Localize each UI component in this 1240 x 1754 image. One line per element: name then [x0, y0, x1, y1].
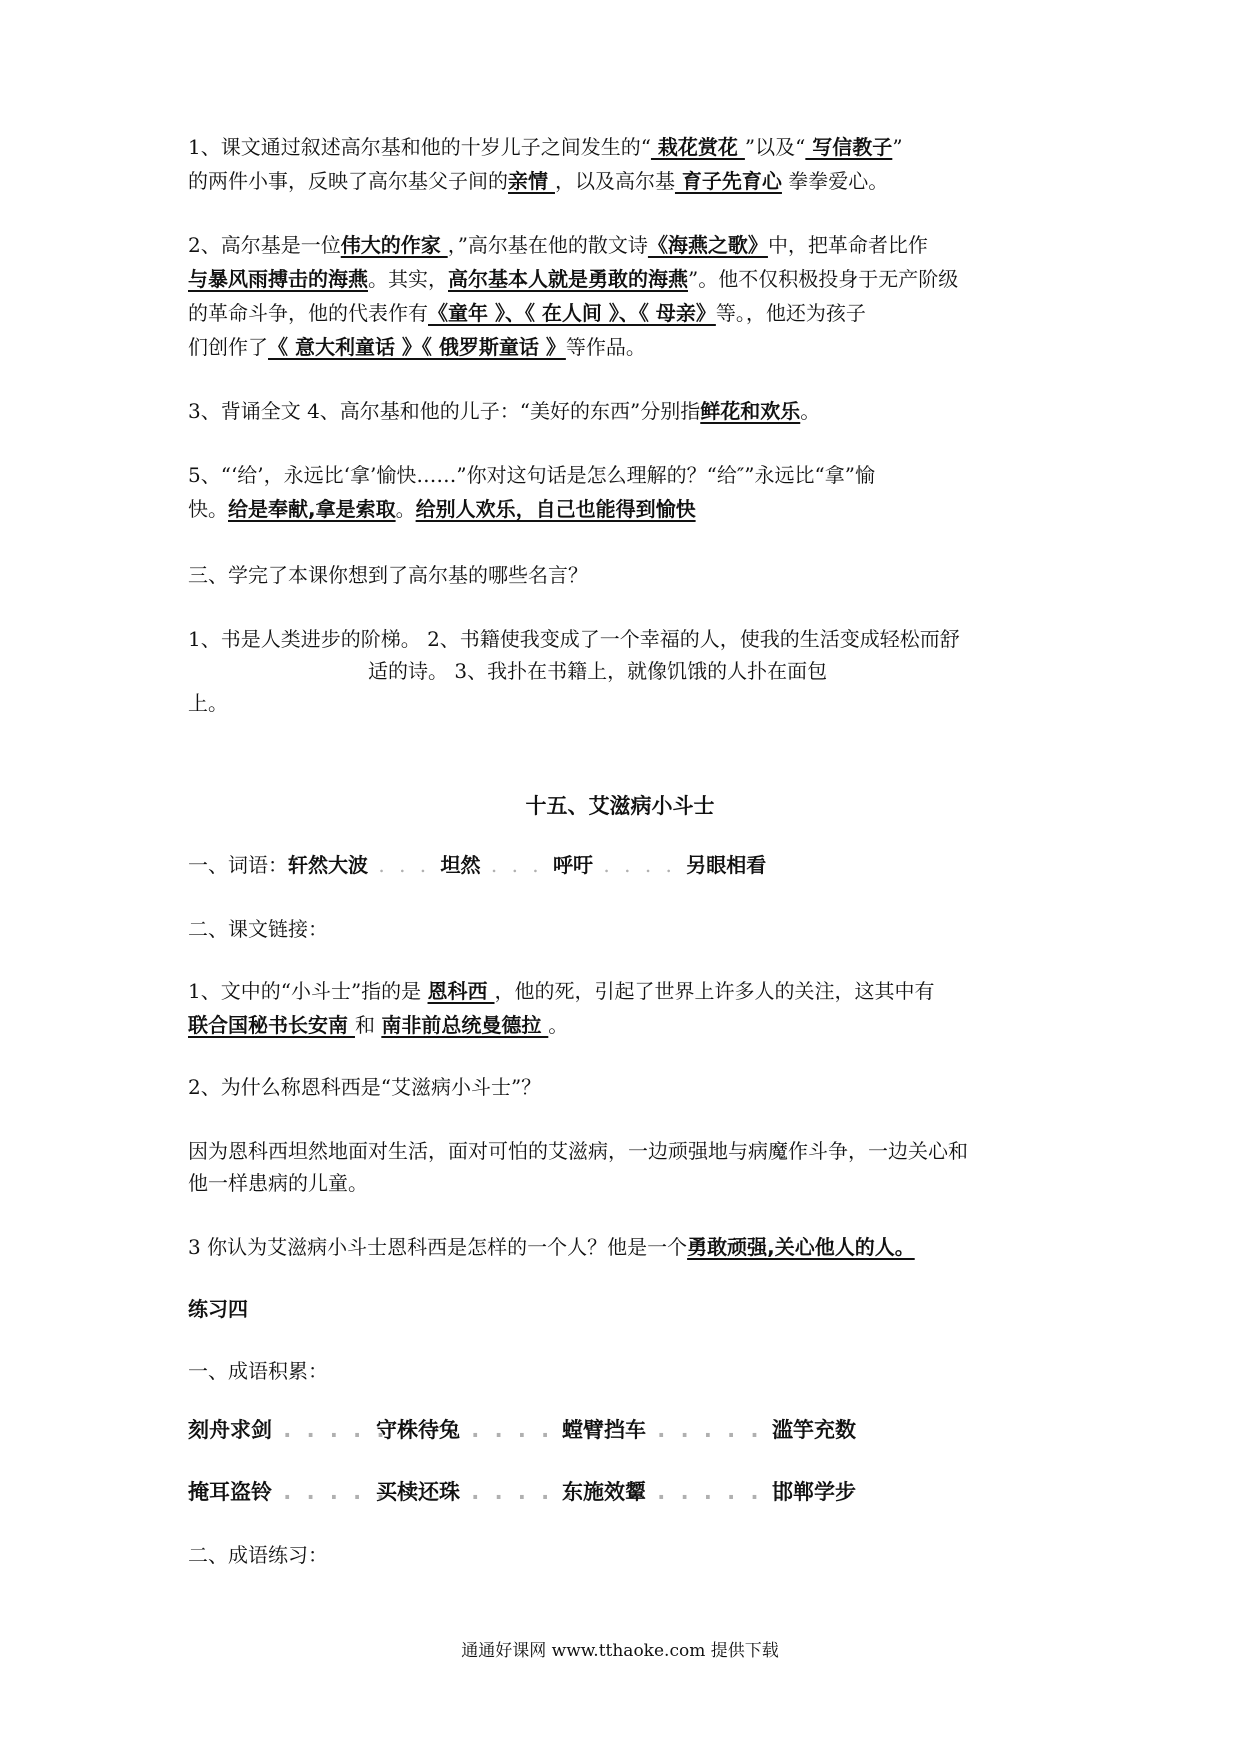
answer-blank: 栽花赏花 [650, 135, 745, 159]
exercise-title: 练习四 [188, 1297, 248, 1321]
answer-blank: 伟大的作家 [340, 233, 448, 257]
answer-blank: 给是奉献,拿是索取 [228, 497, 396, 521]
q2-line1: 2、高尔基是一位伟大的作家 ，”高尔基在他的散文诗《海燕之歌》中，把革命者比作 [188, 233, 928, 257]
q5-line1: 5、“‘给’，永远比‘拿’愉快……”你对这句话是怎么理解的？“给″”永远比“拿”愉 [188, 463, 875, 487]
idiom: 守株待兔 . . . . . [376, 1418, 577, 1442]
answer-blank: 恩科西 [427, 979, 495, 1003]
s15-q1-line2: 联合国秘书长安南 和 南非前总统曼德拉 。 [188, 1013, 569, 1037]
q3-q4-line: 3、背诵全文 4、高尔基和他的儿子：“美好的东西”分别指鲜花和欢乐。 [188, 399, 821, 423]
idiom: 掩耳盗铃 . . . . . [188, 1480, 389, 1504]
vocab-word: 呼吁 [553, 853, 594, 877]
answer-blank: 高尔基本人就是勇敢的海燕 [448, 267, 688, 291]
vocab-word: 另眼相看 [686, 853, 767, 877]
idiom: 东施效颦 . . . . . . [562, 1480, 786, 1504]
answer-blank: 育子先育心 [674, 169, 782, 193]
answer-blank: 与暴风雨搏击的海燕 [188, 267, 368, 291]
answer-blank: 鲜花和欢乐 [700, 399, 801, 423]
idiom: 邯郸学步 [772, 1480, 856, 1504]
section-heading: 二、成语练习： [188, 1543, 328, 1567]
quote-line1: 1、书是人类进步的阶梯。 2、书籍使我变成了一个幸福的人，使我的生活变成轻松而舒 [188, 627, 960, 651]
s15-answer2-line1: 因为恩科西坦然地面对生活，面对可怕的艾滋病，一边顽强地与病魔作斗争，一边关心和 [188, 1139, 968, 1163]
idiom: 刻舟求剑 . . . . . [188, 1418, 389, 1442]
q1-line1: 1、课文通过叙述高尔基和他的十岁儿子之间发生的“ 栽花赏花 ”以及“ 写信教子” [188, 135, 903, 159]
answer-blank: 《海燕之歌》 [647, 233, 768, 257]
answer-blank: 亲情 [508, 169, 555, 193]
lesson-title: 十五、艾滋病小斗士 [525, 794, 715, 818]
vocab-line: 一、词语：轩然大波 . . . 坦然 . . . 呼吁 . . . . 另眼相看 [188, 853, 767, 877]
section-heading: 三、学完了本课你想到了高尔基的哪些名言？ [188, 563, 588, 587]
answer-blank: 南非前总统曼德拉 [381, 1013, 549, 1037]
vocab-word: 坦然 [440, 853, 481, 877]
idiom: 螳臂挡车 . . . . . . [562, 1418, 786, 1442]
answer-blank: 《 意大利童话 》《 俄罗斯童话 》 [268, 335, 566, 359]
q2-line2: 与暴风雨搏击的海燕。其实，高尔基本人就是勇敢的海燕”。他不仅积极投身于无产阶级 [188, 267, 959, 291]
section-heading: 二、课文链接： [188, 917, 328, 941]
page-footer: 通通好课网 www.tthaoke.com 提供下载 [461, 1641, 779, 1661]
answer-blank: 勇敢顽强,关心他人的人。 [687, 1235, 915, 1259]
s15-q3: 3 你认为艾滋病小斗士恩科西是怎样的一个人？他是一个勇敢顽强,关心他人的人。 [188, 1235, 915, 1259]
idiom: 买椟还珠 . . . . . [376, 1480, 577, 1504]
answer-blank: 《童年 》、《 在人间 》、《 母亲》 [428, 301, 716, 325]
q2-line3: 的革命斗争，他的代表作有《童年 》、《 在人间 》、《 母亲》等。，他还为孩子 [188, 301, 866, 325]
answer-blank: 写信教子 [805, 135, 893, 159]
q5-line2: 快。给是奉献,拿是索取。给别人欢乐，自己也能得到愉快 [188, 497, 696, 521]
vocab-word: 轩然大波 [288, 853, 368, 877]
quote-line2: 适的诗。 3、我扑在书籍上，就像饥饿的人扑在面包 [368, 659, 828, 683]
s15-q1-line1: 1、文中的“小斗士”指的是 恩科西 ，他的死，引起了世界上许多人的关注，这其中有 [188, 979, 935, 1003]
quote-line3: 上。 [188, 691, 228, 715]
s15-answer2-line2: 他一样患病的儿童。 [188, 1171, 368, 1195]
q2-line4: 们创作了《 意大利童话 》《 俄罗斯童话 》等作品。 [188, 335, 646, 359]
idiom: 滥竽充数 [772, 1418, 856, 1442]
answer-blank: 给别人欢乐，自己也能得到愉快 [415, 497, 696, 521]
section-heading: 一、成语积累： [188, 1359, 328, 1383]
answer-blank: 联合国秘书长安南 [188, 1013, 355, 1037]
s15-q2: 2、为什么称恩科西是“艾滋病小斗士”？ [188, 1075, 542, 1099]
q1-line2: 的两件小事，反映了高尔基父子间的亲情 ，以及高尔基 育子先育心 拳拳爱心。 [188, 169, 889, 193]
